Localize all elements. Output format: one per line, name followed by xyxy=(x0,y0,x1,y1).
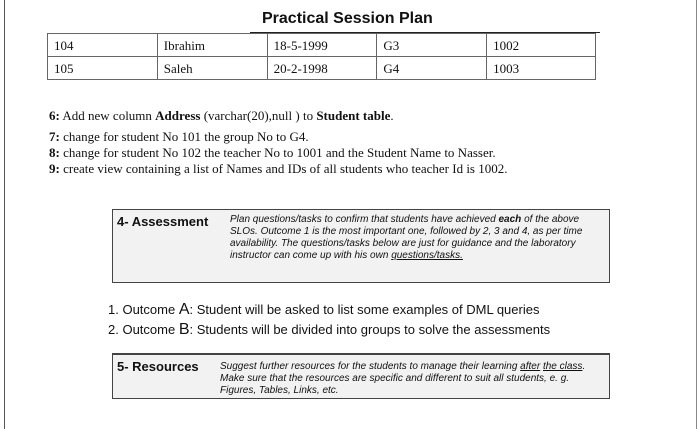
group-cell: G3 xyxy=(377,34,487,57)
resources-underlined-text: after xyxy=(520,361,541,372)
student-no-cell: 104 xyxy=(48,34,158,57)
outcome-prefix: Outcome xyxy=(122,302,179,317)
page-title: Practical Session Plan xyxy=(262,10,433,27)
teacher-no-cell: 1002 xyxy=(487,34,596,57)
birth-date-cell: 20-2-1998 xyxy=(267,57,377,80)
assessment-text: Plan questions/tasks to confirm that students have achieved xyxy=(230,214,499,225)
outcome-letter: B xyxy=(178,321,190,338)
table-row xyxy=(48,34,596,57)
student-no-cell: 105 xyxy=(48,57,158,80)
outcome-number: 2. xyxy=(108,322,119,337)
instruction-8 xyxy=(49,145,508,161)
resources-description xyxy=(220,361,604,397)
assessment-heading: 4- Assessment xyxy=(117,214,209,229)
instruction-number: 6: xyxy=(49,108,60,123)
assessment-emphasis: each xyxy=(498,214,522,225)
instruction-text: Add new column xyxy=(59,108,156,123)
outcome-item xyxy=(108,300,550,320)
outcome-text: : Students will be divided into groups to solve the assessments xyxy=(189,322,551,337)
student-table xyxy=(47,33,596,80)
group-cell: G4 xyxy=(377,57,487,80)
student-name-cell: Ibrahim xyxy=(157,34,267,57)
left-page-border xyxy=(4,0,5,429)
right-page-border xyxy=(696,0,697,429)
outcome-number: 1. xyxy=(108,302,119,317)
instruction-text: (varchar(20),null ) to xyxy=(200,108,317,123)
outcome-prefix: Outcome xyxy=(122,322,179,337)
instruction-6 xyxy=(49,108,508,124)
resources-heading: 5- Resources xyxy=(117,359,199,374)
resources-text: Suggest further resources for the students to manage their learning xyxy=(220,361,521,372)
instruction-text: . xyxy=(390,108,394,123)
outcome-text: : Student will be asked to list some examples of DML queries xyxy=(189,302,540,317)
assessment-box xyxy=(112,209,610,283)
table-name: Student table xyxy=(316,108,391,123)
instruction-7 xyxy=(49,129,508,145)
instruction-number: 7: xyxy=(49,129,60,144)
instruction-text: change for student No 102 the teacher No to 1001 and the Student Name to Nasser. xyxy=(59,145,496,160)
instruction-text: change for student No 101 the group No to G4. xyxy=(59,129,309,144)
assessment-description xyxy=(230,214,604,262)
outcome-letter: A xyxy=(178,301,190,318)
resources-box xyxy=(112,353,610,399)
resources-text: . Make sure that the resources are specific and different to suit all students, e. g. Figures, Tables, Links, etc. xyxy=(220,361,586,396)
instruction-list xyxy=(49,108,508,177)
outcome-list xyxy=(108,300,550,340)
student-name-cell: Saleh xyxy=(157,57,267,80)
assessment-text: of the above SLOs. Outcome 1 is the most important one, followed by 2, 3 and 4, as per time availability. The questions/tasks below are just for guidance and the laboratory instructor can come up with his own xyxy=(230,214,583,261)
column-name: Address xyxy=(155,108,201,123)
teacher-no-cell: 1003 xyxy=(487,57,596,80)
instruction-number: 8: xyxy=(49,145,60,160)
outcome-item xyxy=(108,320,550,340)
instruction-9 xyxy=(49,161,508,177)
assessment-underlined-text: questions/tasks. xyxy=(391,250,463,261)
resources-underlined-text: the class xyxy=(542,361,583,372)
instruction-text: create view containing a list of Names and IDs of all students who teacher Id is 1002. xyxy=(59,161,508,176)
instruction-number: 9: xyxy=(49,161,60,176)
birth-date-cell: 18-5-1999 xyxy=(267,34,377,57)
table-row xyxy=(48,57,596,80)
